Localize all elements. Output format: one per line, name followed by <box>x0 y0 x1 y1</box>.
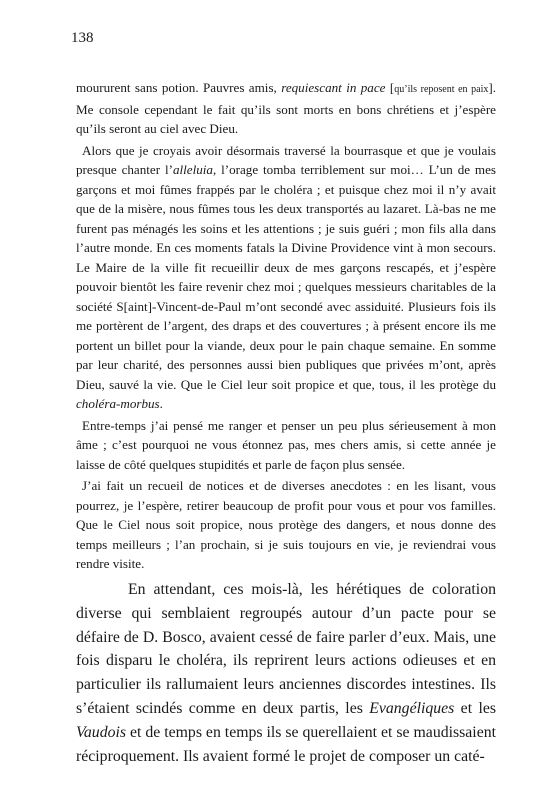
text-run: moururent sans potion. Pauvres amis, <box>76 80 282 95</box>
text-run: ]. Me console cependant le fait qu’ils sont morts en bons chrétiens et j’espère qu’ils seront au ciel avec Dieu. <box>76 80 497 136</box>
italic-term-evangeliques: Evangéliques <box>369 699 455 717</box>
latin-phrase: requiescant in pace <box>281 80 386 95</box>
narrative-paragraph <box>76 578 496 768</box>
text-run: et de temps en temps ils se querellaient et se maudissaient réciproquement. Ils avaient formé le projet de composer un caté- <box>76 723 496 765</box>
text-run: et les <box>454 699 496 717</box>
text-run: , l’orage tomba terriblement sur moi… L’un de mes garçons et moi fûmes frappés par le choléra ; et puisque chez moi il n’y avait que de la misère, nous fûmes tous les deux transportés au lazaret. Là-bas ne me furent pas ménagés les soins et les attentions ; je suis guéri ; mon fils alla dans l’autre monde. En ces moments fatals la Divine Providence vint à mon secours. Le Maire de la ville fit recueillir deux de mes garçons rescapés, et j’espère pouvoir bientôt les faire revenir chez moi ; quelques messieurs charitables de la société S[aint]-Vincent-de-Paul m’ont secondé avec assiduité. Plusieurs fois ils me portèrent de l’argent, des draps et des couvertures ; à présent encore ils me portent un billet pour la viande, deux pour le pain chaque semaine. En somme par leur charité, des personnes aussi bien publiques que privées m’ont, après Dieu, sauvé la vie. Que le Ciel leur soit propice et que, tous, il les protège du <box>76 162 496 392</box>
text-run: Alors que je croyais avoir désormais traversé la bourrasque et que je voulais presque chanter l’ <box>76 142 496 177</box>
page-number: 138 <box>71 30 94 46</box>
letter-paragraph-1 <box>76 78 496 139</box>
letter-paragraph-3: Entre-temps j’ai pensé me ranger et penser un peu plus sérieusement à mon âme ; c’est pourquoi ne vous étonnez pas, mes chers amis, si cette année je laisse de côté quelques stupidités et parle de façon plus sensée. <box>76 417 496 472</box>
letter-paragraph-4: J’ai fait un recueil de notices et de diverses anecdotes : en les lisant, vous pourrez, je l’espère, retirer beaucoup de profit pour vous et pour vos familles. Que le Ciel nous soit propice, nous protège des dangers, et nous donne des temps meilleurs ; l’an prochain, si je suis toujours en vie, je reviendrai vous rendre visite. <box>76 478 496 571</box>
narrative-text <box>76 578 496 768</box>
letter-paragraph-2 <box>76 141 496 414</box>
italic-term-vaudois: Vaudois <box>76 723 127 741</box>
italic-term-alleluia: alleluia <box>172 162 213 177</box>
text-run: . <box>159 396 163 411</box>
bracket-open: [ <box>385 80 395 95</box>
letter-quote <box>76 78 496 574</box>
editorial-translation: qu’ils reposent en paix <box>394 84 489 95</box>
italic-term-cholera-morbus: choléra-morbus <box>76 396 160 411</box>
text-run: En attendant, ces mois-là, les hérétiques de coloration diverse qui semblaient regroupés autour d’un pacte pour se défaire de D. Bosco, avaient cessé de faire parler d’eux. Mais, une fois disparu le choléra, ils reprirent leurs actions odieuses et en particulier ils rallumaient leurs anciennes discordes intestines. Ils s’étaient scindés comme en deux partis, les <box>76 581 496 717</box>
